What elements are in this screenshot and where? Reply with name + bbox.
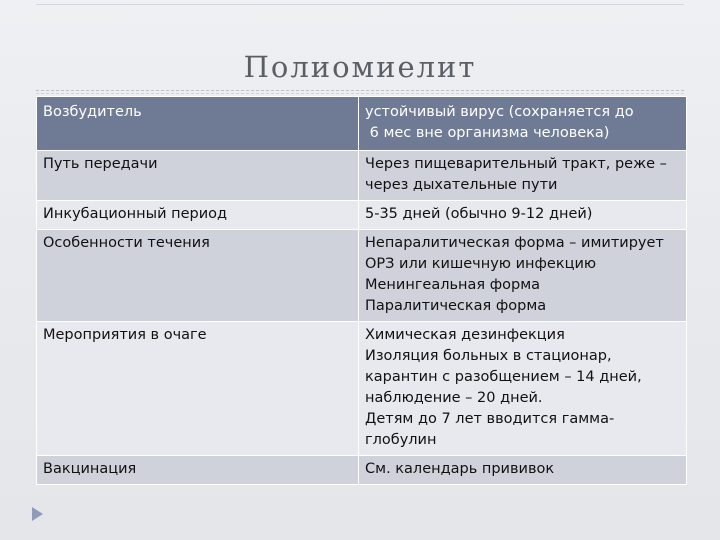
row-label: Вакцинация [37,456,359,485]
row-value: Химическая дезинфекция Изоляция больных в стационар, карантин с разобщением – 14 дней, наблюдение – 20 дней. Детям до 7 лет вводится гамма- глобулин [359,322,687,456]
row-value: См. календарь прививок [359,456,687,485]
top-border-line [36,4,684,5]
row-label: Инкубационный период [37,201,359,230]
table-row [37,230,687,322]
row-value: Непаралитическая форма – имитирует ОРЗ или кишечную инфекцию Менингеальная форма Паралитическая форма [359,230,687,322]
row-label: Путь передачи [37,151,359,201]
table-row [37,201,687,230]
table-row [37,97,687,151]
table-row [37,456,687,485]
info-table [36,96,687,485]
title-divider-secondary [36,93,684,94]
row-label: Мероприятия в очаге [37,322,359,456]
table-row [37,151,687,201]
row-value: 5-35 дней (обычно 9-12 дней) [359,201,687,230]
next-slide-arrow-icon[interactable] [32,507,43,521]
row-label: Особенности течения [37,230,359,322]
row-value: Через пищеварительный тракт, реже – через дыхательные пути [359,151,687,201]
title-divider [36,90,684,91]
row-label: Возбудитель [37,97,359,151]
row-value: устойчивый вирус (сохраняется до 6 мес вне организма человека) [359,97,687,151]
page-title: Полиомиелит [243,50,477,84]
table-row [37,322,687,456]
